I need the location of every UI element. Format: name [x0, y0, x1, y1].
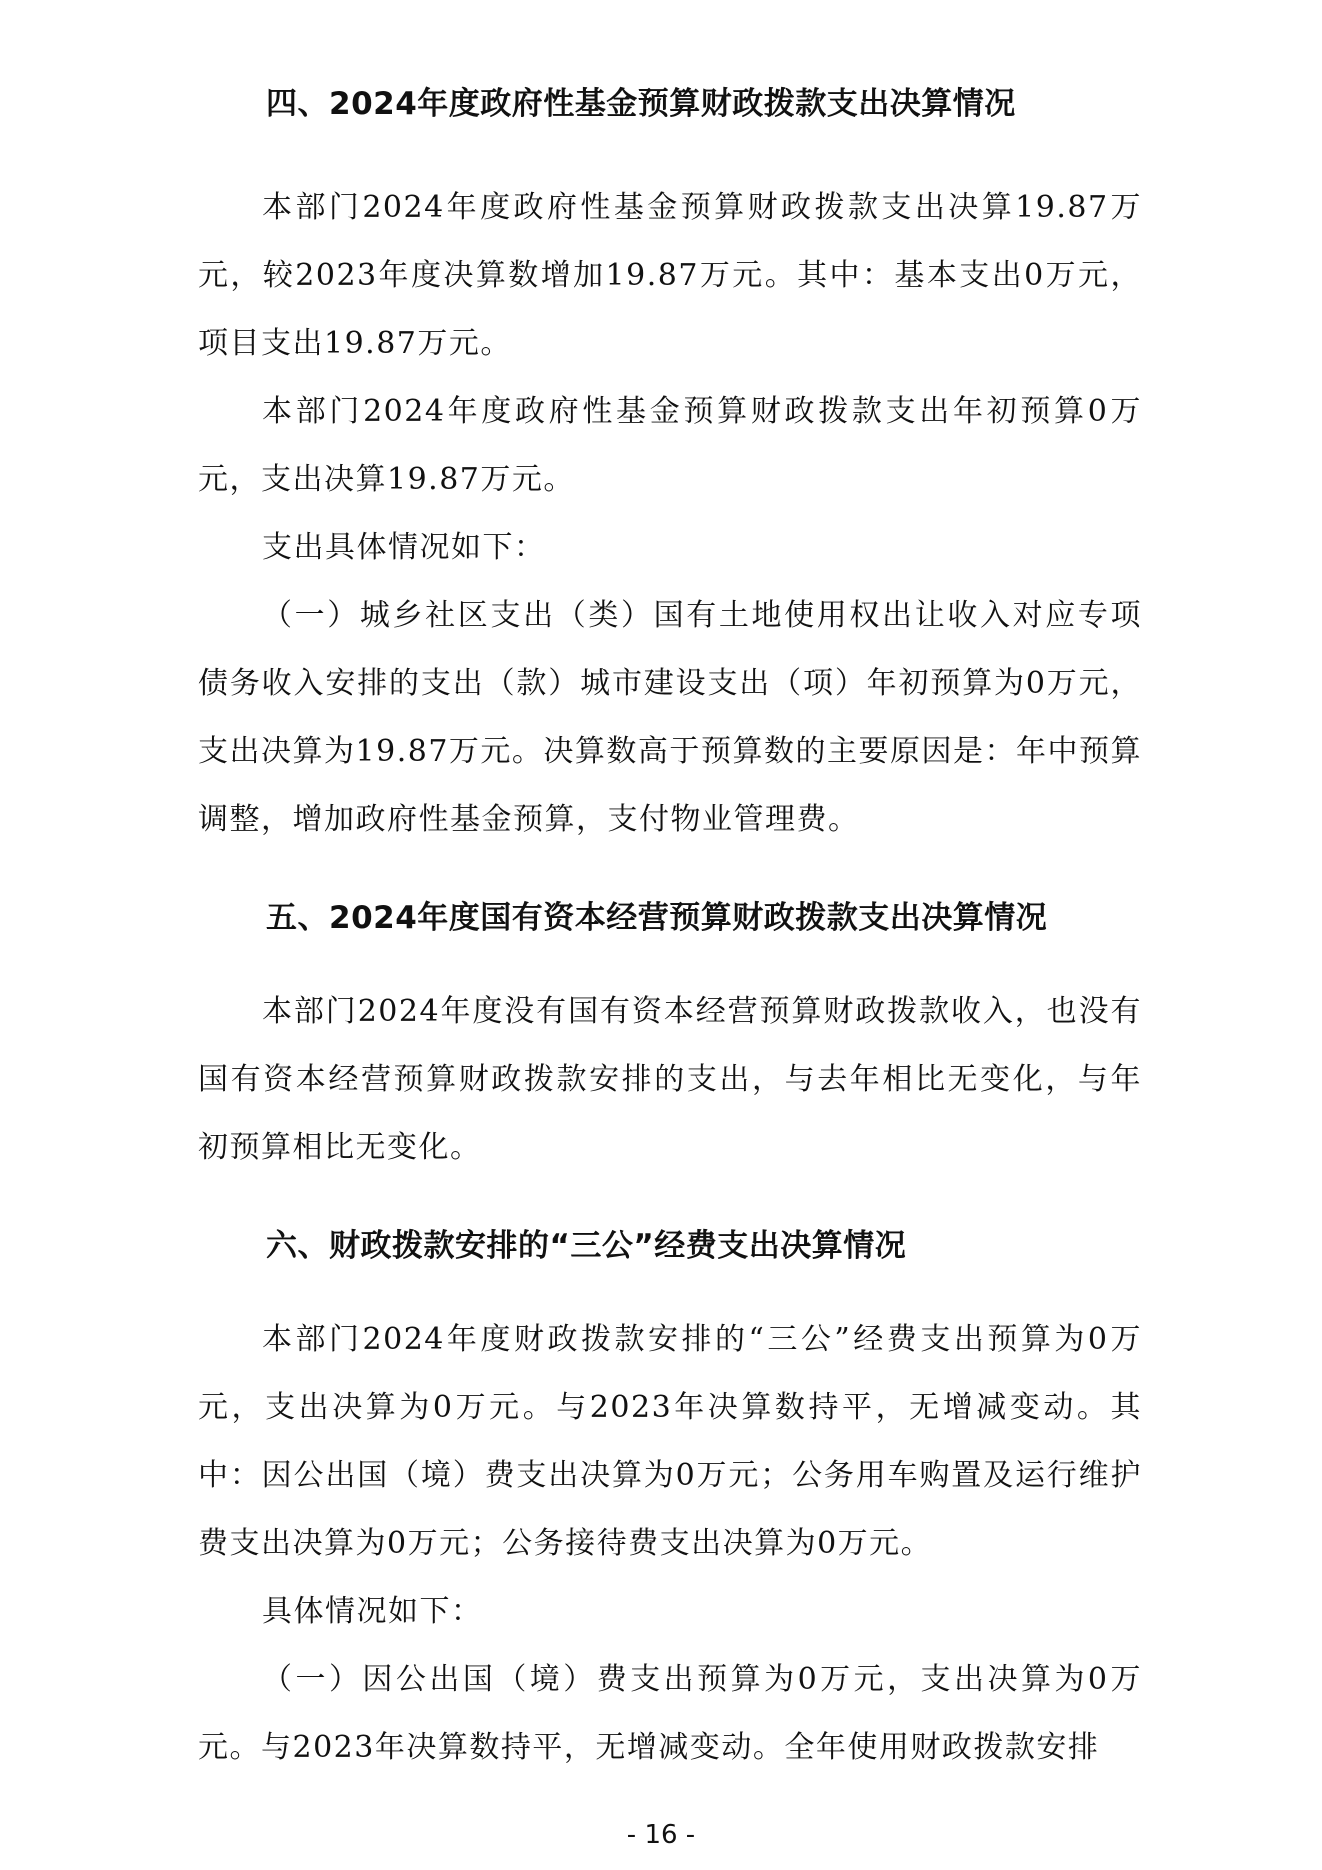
section-heading-5: 五、2024年度国有资本经营预算财政拨款支出决算情况	[266, 900, 1048, 936]
section-heading-6: 六、财政拨款安排的“三公”经费支出决算情况	[266, 1228, 907, 1264]
paragraph: 具体情况如下：	[262, 1594, 483, 1629]
paragraph: 本部门2024年度财政拨款安排的“三公”经费支出预算为0万元，支出决算为0万元。与2023年决算数持平，无增减变动。其中：因公出国（境）费支出决算为0万元；公务用车购置及运行维护费支出决算为0万元；公务接待费支出决算为0万元。	[198, 1322, 1142, 1561]
page-content	[198, 78, 1142, 1782]
paragraph: 本部门2024年度没有国有资本经营预算财政拨款收入，也没有国有资本经营预算财政拨款安排的支出，与去年相比无变化，与年初预算相比无变化。	[198, 994, 1142, 1165]
paragraph: 支出具体情况如下：	[262, 530, 546, 565]
paragraph: 本部门2024年度政府性基金预算财政拨款支出决算19.87万元，较2023年度决算数增加19.87万元。其中：基本支出0万元，项目支出19.87万元。	[198, 190, 1142, 361]
paragraph: （一）因公出国（境）费支出预算为0万元，支出决算为0万元。与2023年决算数持平，无增减变动。全年使用财政拨款安排	[198, 1662, 1142, 1765]
page-number: - 16 -	[626, 1820, 696, 1850]
paragraph: （一）城乡社区支出（类）国有土地使用权出让收入对应专项债务收入安排的支出（款）城市建设支出（项）年初预算为0万元，支出决算为19.87万元。决算数高于预算数的主要原因是：年中预算调整，增加政府性基金预算，支付物业管理费。	[198, 598, 1142, 837]
paragraph: 本部门2024年度政府性基金预算财政拨款支出年初预算0万元，支出决算19.87万元。	[198, 394, 1142, 497]
section-heading-4: 四、2024年度政府性基金预算财政拨款支出决算情况	[266, 86, 1016, 122]
